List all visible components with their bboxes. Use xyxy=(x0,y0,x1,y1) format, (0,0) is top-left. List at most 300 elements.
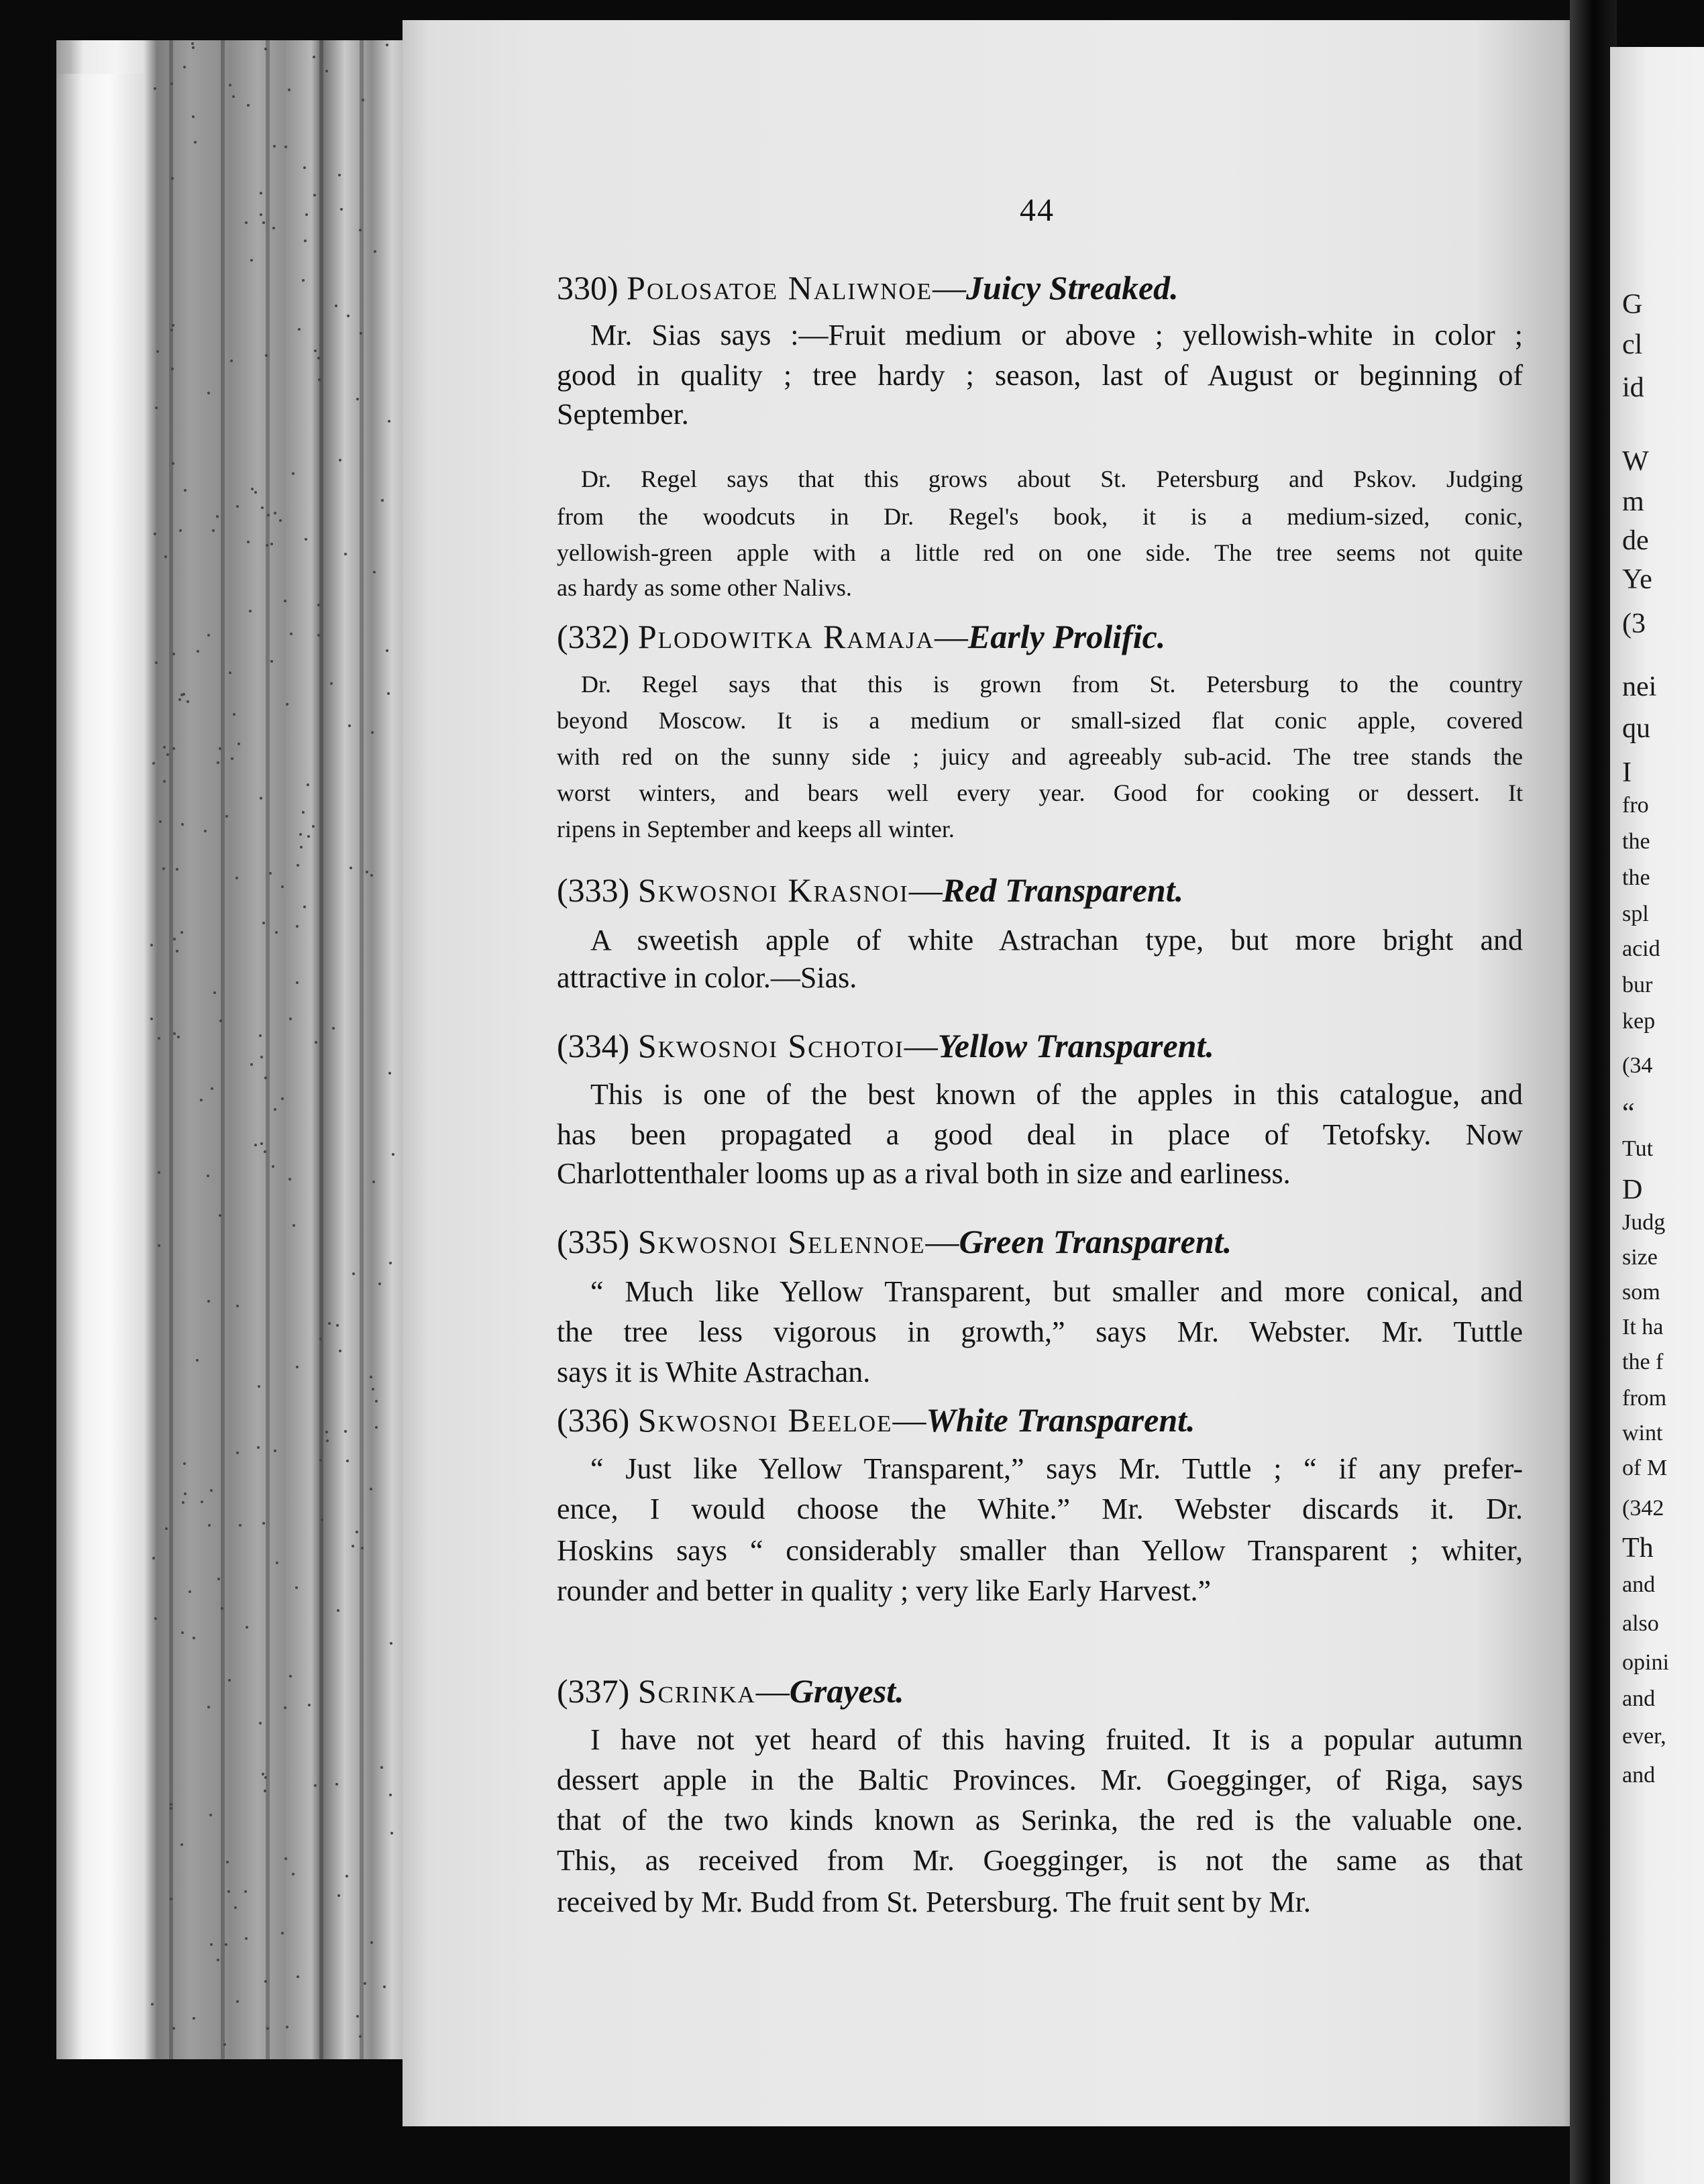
paper-speck xyxy=(270,543,273,545)
paper-speck xyxy=(172,747,175,750)
paper-speck xyxy=(272,1165,274,1168)
paper-speck xyxy=(210,1489,213,1492)
paper-speck xyxy=(257,1446,260,1449)
paper-speck xyxy=(314,349,317,352)
paper-speck xyxy=(370,1941,373,1944)
paper-speck xyxy=(264,1790,266,1792)
paper-speck xyxy=(262,1773,264,1776)
paper-speck xyxy=(389,1794,392,1796)
text-line: from the woodcuts in Dr. Regel's book, it is a medium-sized, conic, xyxy=(557,503,1523,530)
paper-speck xyxy=(346,1460,349,1462)
facing-page-fragment: kep xyxy=(1622,1009,1656,1034)
paper-speck xyxy=(307,835,310,838)
entry-number: (332) xyxy=(557,618,638,655)
paper-speck xyxy=(262,221,265,224)
entry-english-name: White Transparent. xyxy=(926,1401,1195,1439)
paper-speck xyxy=(262,922,265,924)
paper-speck xyxy=(302,279,305,282)
paper-speck xyxy=(366,871,368,873)
paper-speck xyxy=(158,1037,160,1040)
paper-speck xyxy=(290,633,292,635)
paper-speck xyxy=(180,1843,183,1846)
paper-speck xyxy=(183,66,186,68)
paper-speck xyxy=(262,1522,265,1525)
paper-speck xyxy=(155,406,158,409)
facing-page-fragment: Th xyxy=(1622,1533,1654,1564)
text-line: attractive in color.—Sias. xyxy=(557,961,857,994)
paper-speck xyxy=(313,56,315,58)
paper-speck xyxy=(350,867,352,869)
paper-speck xyxy=(254,1144,257,1146)
entry-dash: — xyxy=(904,1027,938,1064)
paper-speck xyxy=(372,1388,374,1390)
paper-speck xyxy=(272,227,275,229)
paper-speck xyxy=(182,693,185,696)
paper-speck xyxy=(179,529,182,532)
paper-speck xyxy=(229,84,231,87)
text-line: “ Just like Yellow Transparent,” says Mr. Tuttle ; “ if any prefer- xyxy=(590,1452,1523,1485)
paper-speck xyxy=(192,115,195,118)
paper-speck xyxy=(284,1706,286,1709)
paper-speck xyxy=(176,950,178,952)
paper-speck xyxy=(328,1322,331,1325)
entry-dash: — xyxy=(933,269,967,307)
paper-speck xyxy=(212,529,215,532)
paper-speck xyxy=(172,653,175,655)
paper-speck xyxy=(229,671,231,674)
paper-speck xyxy=(373,571,376,574)
paper-speck xyxy=(193,2017,195,2020)
page-edge-line xyxy=(221,40,225,2059)
paper-speck xyxy=(289,1675,292,1678)
book-page-edges xyxy=(56,40,405,2059)
paper-speck xyxy=(177,1036,180,1038)
paper-speck xyxy=(300,846,303,849)
paper-speck xyxy=(258,1385,260,1388)
paper-speck xyxy=(364,1982,366,1985)
paper-speck xyxy=(352,1545,354,1547)
facing-page-fragment: spl xyxy=(1622,902,1649,926)
paper-speck xyxy=(181,1631,184,1634)
entry-russian-name: Polosatoe Naliwnoe xyxy=(627,269,933,307)
facing-page-fragment: Ye xyxy=(1622,564,1652,595)
paper-speck xyxy=(158,1244,160,1247)
paper-speck xyxy=(200,1099,203,1101)
paper-speck xyxy=(234,1906,237,1909)
text-line: good in quality ; tree hardy ; season, last of August or beginning of xyxy=(557,359,1523,392)
entry-number: (336) xyxy=(557,1401,638,1439)
paper-speck xyxy=(163,780,166,783)
entry-russian-name: Skwosnoi Selennoe xyxy=(637,1223,926,1260)
paper-speck xyxy=(312,825,315,828)
paper-speck xyxy=(208,1524,211,1527)
paper-speck xyxy=(180,931,183,934)
paper-speck xyxy=(151,2003,154,2006)
paper-speck xyxy=(386,649,388,652)
paper-speck xyxy=(317,634,320,637)
paper-speck xyxy=(305,213,308,216)
paper-speck xyxy=(284,1857,287,1860)
text-line: Hoskins says “ considerably smaller than Yellow Transparent ; whiter, xyxy=(557,1534,1523,1567)
text-line: beyond Moscow. It is a medium or small-sized flat conic apple, covered xyxy=(557,707,1523,734)
paper-speck xyxy=(362,99,364,101)
page-edge-line xyxy=(169,40,173,2059)
paper-speck xyxy=(213,991,216,994)
entry-russian-name: Skwosnoi Krasnoi xyxy=(637,871,909,909)
paper-speck xyxy=(338,174,341,176)
paper-speck xyxy=(381,499,384,502)
paper-speck xyxy=(345,1875,348,1877)
paper-speck xyxy=(211,1087,213,1090)
entry-dash: — xyxy=(925,1223,959,1260)
entry-number: (335) xyxy=(557,1223,638,1260)
paper-speck xyxy=(302,811,305,814)
paper-speck xyxy=(217,1578,220,1580)
paper-speck xyxy=(383,1985,386,1988)
paper-speck xyxy=(332,1027,335,1030)
paper-speck xyxy=(207,1300,210,1303)
paper-speck xyxy=(178,698,181,701)
paper-speck xyxy=(314,1784,317,1787)
page-edge-line xyxy=(319,40,323,2059)
paper-speck xyxy=(183,1462,186,1465)
paper-speck xyxy=(236,1452,239,1454)
paper-speck xyxy=(356,398,359,400)
paper-speck xyxy=(260,1142,263,1145)
paper-speck xyxy=(260,1056,263,1058)
facing-page-fragment: W xyxy=(1622,446,1649,477)
paper-speck xyxy=(184,489,187,492)
paper-speck xyxy=(261,506,264,509)
paper-speck xyxy=(176,868,178,871)
text-line: dessert apple in the Baltic Provinces. Mr. Goegginger, of Riga, says xyxy=(557,1763,1523,1796)
paper-speck xyxy=(281,1097,284,1100)
entry-number: (334) xyxy=(557,1027,638,1064)
entry-heading xyxy=(557,1672,904,1710)
facing-page-fragment: (34 xyxy=(1622,1053,1653,1078)
paper-speck xyxy=(303,166,306,169)
paper-speck xyxy=(154,533,156,535)
facing-page-fragment: G xyxy=(1622,289,1643,320)
paper-speck xyxy=(194,141,197,144)
paper-speck xyxy=(171,368,174,370)
paper-speck xyxy=(264,1077,267,1079)
paper-speck xyxy=(315,1041,317,1044)
page-edge-line xyxy=(266,40,270,2059)
paper-speck xyxy=(284,600,286,602)
paper-speck xyxy=(223,2043,226,2046)
entry-number: (333) xyxy=(557,871,638,909)
paper-speck xyxy=(239,1524,242,1527)
paper-speck xyxy=(375,1426,378,1429)
paper-speck xyxy=(192,46,195,49)
facing-page-fragment: from xyxy=(1622,1386,1667,1411)
facing-page-fragment: the f xyxy=(1622,1350,1664,1374)
facing-page-fragment: fro xyxy=(1622,793,1649,818)
facing-page-fragment: wint xyxy=(1622,1421,1663,1445)
paper-speck xyxy=(244,1890,247,1893)
paper-speck xyxy=(374,250,376,253)
paper-speck xyxy=(308,1704,311,1706)
paper-speck xyxy=(286,2026,288,2028)
entry-russian-name: Skwosnoi Beeloe xyxy=(637,1401,893,1439)
paper-speck xyxy=(247,541,250,543)
paper-speck xyxy=(152,1557,155,1560)
paper-speck xyxy=(201,1500,203,1503)
paper-speck xyxy=(189,1590,191,1593)
paper-speck xyxy=(317,604,320,606)
entry-dash: — xyxy=(908,871,943,909)
paper-speck xyxy=(181,823,184,826)
paper-speck xyxy=(296,981,299,984)
paper-speck xyxy=(158,1171,160,1174)
text-line: with red on the sunny side ; juicy and agreeably sub-acid. The tree stands the xyxy=(557,743,1523,770)
facing-page-fragment: qu xyxy=(1622,713,1650,744)
entry-dash: — xyxy=(755,1672,790,1710)
paper-speck xyxy=(246,1626,248,1629)
paper-speck xyxy=(335,1783,338,1786)
entry-heading xyxy=(557,1222,1232,1261)
paper-speck xyxy=(251,488,254,490)
paper-speck xyxy=(173,1032,176,1035)
paper-speck xyxy=(207,392,210,394)
facing-page-fragment: de xyxy=(1622,525,1649,556)
paper-speck xyxy=(216,515,219,518)
entry-english-name: Juicy Streaked. xyxy=(966,269,1179,307)
paper-speck xyxy=(292,1873,295,1875)
facing-page-fragment: m xyxy=(1622,486,1644,517)
paper-speck xyxy=(292,472,295,475)
paper-speck xyxy=(335,305,337,307)
facing-page-fragment: size xyxy=(1622,1245,1658,1270)
text-line: Charlottenthaler looms up as a rival both in size and earliness. xyxy=(557,1157,1291,1190)
paper-speck xyxy=(330,682,333,685)
text-line: rounder and better in quality ; very like Early Harvest.” xyxy=(557,1574,1211,1607)
paper-speck xyxy=(250,1063,253,1066)
paper-speck xyxy=(361,1547,364,1549)
paper-speck xyxy=(386,44,388,46)
paper-speck xyxy=(375,1400,378,1403)
text-line: received by Mr. Budd from St. Petersburg. The fruit sent by Mr. xyxy=(557,1886,1311,1918)
facing-page-fragment: It ha xyxy=(1622,1315,1664,1340)
paper-speck xyxy=(170,1803,172,1806)
entry-english-name: Grayest. xyxy=(789,1672,904,1710)
paper-speck xyxy=(247,104,250,107)
facing-page-fragment: Tut xyxy=(1622,1136,1654,1161)
paper-speck xyxy=(210,1943,213,1946)
paper-speck xyxy=(156,350,159,353)
paper-speck xyxy=(281,1932,284,1934)
paper-speck xyxy=(264,1150,266,1153)
paper-speck xyxy=(274,512,276,514)
text-line: Dr. Regel says that this is grown from St. Petersburg to the country xyxy=(581,671,1523,698)
paper-speck xyxy=(298,328,301,331)
paper-speck xyxy=(233,713,235,716)
facing-page-fragment: id xyxy=(1622,372,1644,403)
entry-english-name: Red Transparent. xyxy=(942,871,1184,909)
paper-speck xyxy=(286,703,288,706)
facing-page-fragment: Judg xyxy=(1622,1210,1666,1235)
entry-dash: — xyxy=(892,1401,926,1439)
page-number: 44 xyxy=(1020,193,1055,228)
paper-speck xyxy=(172,462,174,465)
facing-page-fragment: and xyxy=(1622,1686,1656,1711)
paper-speck xyxy=(193,1637,195,1639)
paper-speck xyxy=(150,1018,153,1020)
paper-speck xyxy=(288,89,290,91)
paper-speck xyxy=(273,145,276,148)
paper-speck xyxy=(236,1305,239,1307)
entry-number: 330) xyxy=(557,269,627,307)
paper-speck xyxy=(159,820,162,823)
paper-speck xyxy=(231,757,233,760)
facing-page-fragment: the xyxy=(1622,829,1650,854)
paper-speck xyxy=(371,731,374,734)
paper-speck xyxy=(191,42,194,45)
paper-speck xyxy=(260,797,262,800)
facing-page-fragment: I xyxy=(1622,757,1632,788)
paper-speck xyxy=(154,1617,157,1620)
paper-speck xyxy=(217,761,219,764)
paper-speck xyxy=(325,1431,328,1433)
paper-speck xyxy=(387,692,390,695)
paper-speck xyxy=(249,610,252,612)
paper-speck xyxy=(197,650,199,653)
entry-number: (337) xyxy=(557,1672,638,1710)
paper-speck xyxy=(204,830,207,832)
paper-speck xyxy=(380,1766,383,1769)
paper-speck xyxy=(340,208,343,211)
paper-speck xyxy=(267,514,270,516)
paper-speck xyxy=(236,2000,239,2003)
paper-speck xyxy=(196,1359,199,1362)
paper-speck xyxy=(284,146,287,148)
entry-heading xyxy=(557,1026,1214,1065)
facing-page-fragment: “ xyxy=(1622,1098,1635,1129)
text-line: A sweetish apple of white Astrachan type, but more bright and xyxy=(590,924,1523,957)
paper-speck xyxy=(269,872,272,875)
paper-speck xyxy=(344,553,347,555)
paper-speck xyxy=(225,1943,227,1946)
entry-heading xyxy=(557,871,1183,910)
facing-page-fragment: acid xyxy=(1622,936,1660,961)
text-line: Mr. Sias says :—Fruit medium or above ; yellowish-white in color ; xyxy=(590,319,1523,351)
paper-speck xyxy=(304,239,307,242)
paper-speck xyxy=(305,538,307,541)
text-line: says it is White Astrachan. xyxy=(557,1356,871,1388)
paper-speck xyxy=(155,661,158,664)
facing-page-fragment: D xyxy=(1622,1175,1643,1205)
paper-speck xyxy=(225,815,228,818)
paper-speck xyxy=(337,1894,340,1897)
paper-speck xyxy=(378,1282,381,1285)
paper-speck xyxy=(339,459,341,461)
entry-russian-name: Skwosnoi Schotoi xyxy=(637,1027,904,1064)
paper-speck xyxy=(299,833,302,836)
paper-speck xyxy=(307,783,309,786)
paper-speck xyxy=(259,1034,262,1037)
paper-speck xyxy=(182,1501,184,1504)
paper-speck xyxy=(347,315,350,317)
paper-speck xyxy=(266,2027,269,2030)
entry-english-name: Yellow Transparent. xyxy=(937,1027,1214,1064)
paper-speck xyxy=(313,194,316,197)
paper-speck xyxy=(388,1072,391,1075)
text-line: as hardy as some other Nalivs. xyxy=(557,574,852,601)
entry-heading xyxy=(557,1401,1195,1439)
paper-speck xyxy=(279,519,282,522)
paper-speck xyxy=(260,213,262,216)
facing-page-fragment: nei xyxy=(1622,671,1657,702)
paper-speck xyxy=(187,700,189,703)
paper-speck xyxy=(274,1108,276,1111)
paper-speck xyxy=(388,420,390,423)
text-line: ence, I would choose the White.” Mr. Webster discards it. Dr. xyxy=(557,1492,1523,1525)
paper-speck xyxy=(173,938,176,940)
paper-speck xyxy=(245,1937,248,1940)
paper-speck xyxy=(297,1975,299,1978)
facing-page-fragment: opini xyxy=(1622,1650,1669,1675)
paper-speck xyxy=(250,259,253,262)
facing-page-fragment: also xyxy=(1622,1611,1659,1636)
facing-page-fragment: ever, xyxy=(1622,1724,1666,1749)
paper-speck xyxy=(326,1439,329,1442)
paper-speck xyxy=(344,1430,347,1433)
paper-speck xyxy=(171,177,174,180)
paper-speck xyxy=(356,1531,358,1533)
paper-speck xyxy=(295,1586,298,1589)
text-line: that of the two kinds known as Serinka, the red is the valuable one. xyxy=(557,1804,1523,1837)
facing-page-fragment: (342 xyxy=(1622,1496,1664,1521)
text-line: This is one of the best known of the apples in this catalogue, and xyxy=(590,1078,1523,1111)
paper-speck xyxy=(370,1488,372,1490)
paper-speck xyxy=(260,192,262,195)
facing-page-fragment: and xyxy=(1622,1572,1656,1597)
paper-speck xyxy=(336,1324,339,1327)
paper-speck xyxy=(337,1609,339,1612)
entry-dash: — xyxy=(934,618,968,655)
facing-page-fragment: som xyxy=(1622,1280,1660,1305)
paper-speck xyxy=(275,931,278,934)
paper-speck xyxy=(207,634,210,637)
text-line: Dr. Regel says that this grows about St. Petersburg and Pskov. Judging xyxy=(581,466,1523,492)
page-edge-line xyxy=(360,40,364,2059)
paper-speck xyxy=(370,1376,372,1378)
paper-speck xyxy=(184,1492,187,1495)
text-line: September. xyxy=(557,398,689,431)
paper-speck xyxy=(164,555,167,558)
paper-speck xyxy=(392,1153,394,1156)
paper-speck xyxy=(372,1181,375,1183)
paper-speck xyxy=(276,1562,278,1564)
paper-speck xyxy=(292,1224,295,1227)
paper-speck xyxy=(297,864,299,867)
paper-speck xyxy=(264,48,267,50)
paper-speck xyxy=(163,746,166,749)
facing-page-fragment: (3 xyxy=(1622,608,1646,639)
page-edge-highlight xyxy=(56,74,144,2059)
paper-speck xyxy=(339,1350,341,1352)
text-line: worst winters, and bears well every year. Good for cooking or dessert. It xyxy=(557,779,1523,806)
paper-speck xyxy=(288,1178,291,1181)
paper-speck xyxy=(209,1814,212,1816)
entry-english-name: Early Prolific. xyxy=(967,618,1166,655)
text-line: “ Much like Yellow Transparent, but smaller and more conical, and xyxy=(590,1275,1523,1308)
paper-speck xyxy=(325,70,328,72)
paper-speck xyxy=(228,1679,231,1682)
paper-speck xyxy=(264,1980,267,1983)
paper-speck xyxy=(235,877,238,879)
